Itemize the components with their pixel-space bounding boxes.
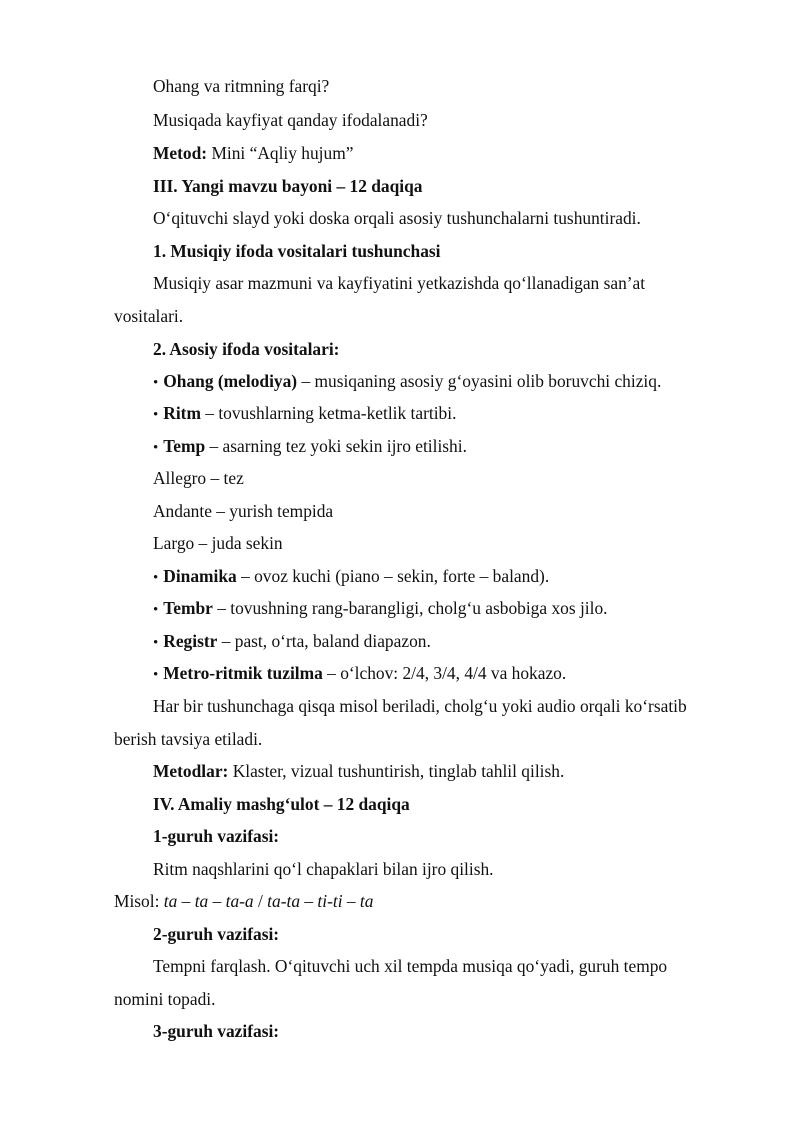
question-line: Musiqada kayfiyat qanday ifodalanadi? (153, 110, 428, 130)
bullet-icon: • (153, 635, 159, 651)
method-text: Mini “Aqliy hujum” (207, 143, 354, 163)
list-item: • Tembr – tovushning rang-barangligi, cholg‘u asbobiga xos jilo. (153, 598, 608, 618)
method-label: Metod: (153, 143, 208, 163)
example-line: Misol: ta – ta – ta-a / ta-ta – ti-ti – ta (114, 891, 374, 911)
paragraph: O‘qituvchi slayd yoki doska orqali asosiy tushunchalarni tushuntiradi. (153, 208, 641, 228)
list-term: Ohang (melodiya) (163, 371, 298, 391)
list-term: Registr (163, 631, 218, 651)
list-term: Metro-ritmik tuzilma (163, 663, 323, 683)
paragraph-continuation: nomini topadi. (114, 989, 216, 1009)
bullet-icon: • (153, 375, 159, 391)
paragraph: Tempni farqlash. O‘qituvchi uch xil tempda musiqa qo‘yadi, guruh tempo (153, 956, 668, 976)
group-heading: 1-guruh vazifasi: (153, 826, 280, 846)
subheading: 2. Asosiy ifoda vositalari: (153, 339, 340, 359)
bullet-icon: • (153, 602, 159, 618)
method-line (153, 143, 353, 163)
bullet-icon: • (153, 667, 159, 683)
bullet-icon: • (153, 407, 159, 423)
list-item: • Ritm – tovushlarning ketma-ketlik tartibi. (153, 403, 457, 423)
paragraph: Ritm naqshlarini qo‘l chapaklari bilan ijro qilish. (153, 859, 494, 879)
group-heading: 2-guruh vazifasi: (153, 924, 280, 944)
example-label: Misol: (114, 891, 164, 911)
paragraph-continuation: vositalari. (114, 306, 184, 326)
list-term: Temp (163, 436, 206, 456)
tempo-line: Largo – juda sekin (153, 533, 283, 553)
list-term: Ritm (163, 403, 201, 423)
section-heading: IV. Amaliy mashg‘ulot – 12 daqiqa (153, 794, 410, 814)
methods-text: Klaster, vizual tushuntirish, tinglab tahlil qilish. (228, 761, 565, 781)
question-line: Ohang va ritmning farqi? (153, 76, 330, 96)
list-item: • Temp – asarning tez yoki sekin ijro etilishi. (153, 436, 467, 456)
list-item: • Ohang (melodiya) – musiqaning asosiy g‘oyasini olib boruvchi chiziq. (153, 371, 662, 391)
section-heading: III. Yangi mavzu bayoni – 12 daqiqa (153, 176, 423, 196)
methods-label: Metodlar: (153, 761, 229, 781)
paragraph-continuation: berish tavsiya etiladi. (114, 729, 263, 749)
paragraph: Har bir tushunchaga qisqa misol beriladi, cholg‘u yoki audio orqali ko‘rsatib (153, 696, 687, 716)
subheading: 1. Musiqiy ifoda vositalari tushunchasi (153, 241, 441, 261)
bullet-icon: • (153, 570, 159, 586)
methods-line (153, 761, 564, 781)
list-term: Tembr (163, 598, 213, 618)
tempo-line: Allegro – tez (153, 468, 244, 488)
rhythm-pattern: ta-ta – ti-ti – ta (267, 891, 374, 911)
list-item: • Dinamika – ovoz kuchi (piano – sekin, forte – baland). (153, 566, 550, 586)
list-item: • Registr – past, o‘rta, baland diapazon. (153, 631, 431, 651)
list-item: • Metro-ritmik tuzilma – o‘lchov: 2/4, 3/4, 4/4 va hokazo. (153, 663, 567, 683)
group-heading: 3-guruh vazifasi: (153, 1021, 280, 1041)
list-term: Dinamika (163, 566, 237, 586)
paragraph: Musiqiy asar mazmuni va kayfiyatini yetkazishda qo‘llanadigan san’at (153, 273, 646, 293)
tempo-line: Andante – yurish tempida (153, 501, 334, 521)
rhythm-pattern: ta – ta – ta-a (163, 891, 254, 911)
bullet-icon: • (153, 440, 159, 456)
